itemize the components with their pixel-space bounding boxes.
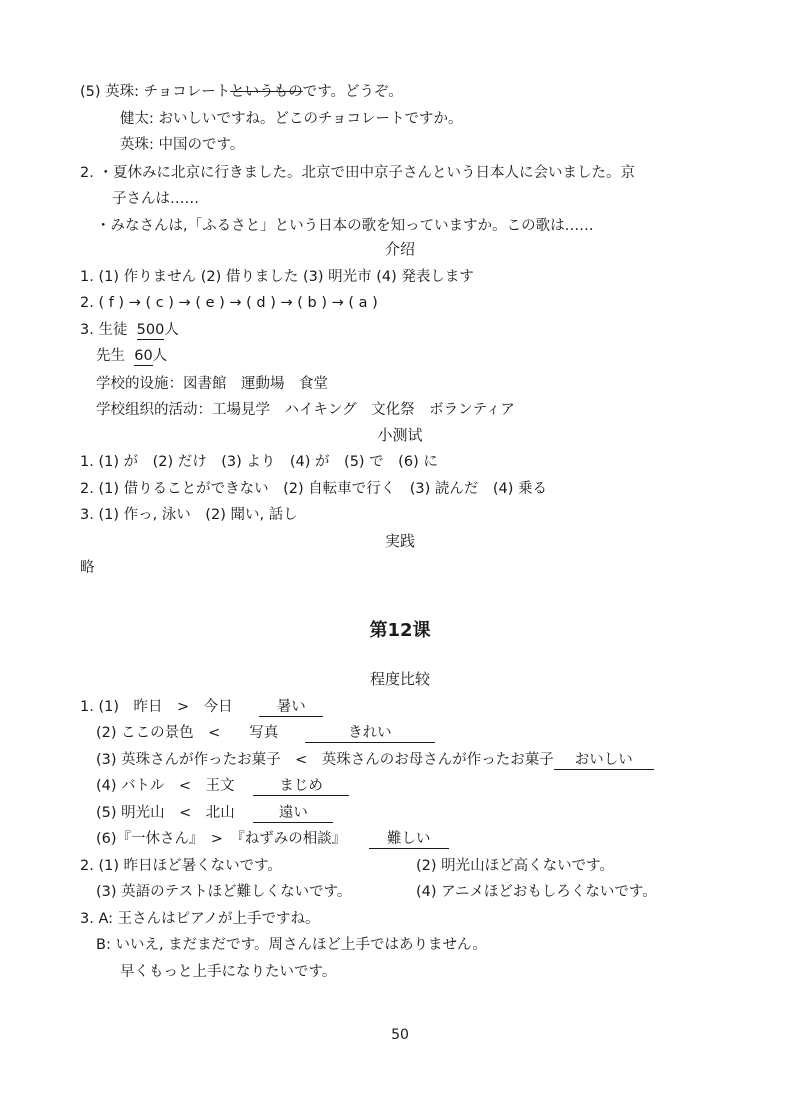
answer-line: 2. ・夏休みに北京に行きました。北京で田中京子さんという日本人に会いました。京 — [80, 165, 635, 181]
comparison-row — [80, 697, 323, 717]
answer-label: 3. 生徒 — [80, 322, 128, 338]
dialogue-line: 英珠: 中国のです。 — [120, 137, 245, 153]
comparison-text: 1. (1) 昨日 > 今日 — [80, 699, 233, 715]
comparison-row — [96, 776, 349, 796]
answer-line: 1. (1) 作りません (2) 借りました (3) 明光市 (4) 発表します — [80, 269, 474, 285]
answer-line: (4) アニメほどおもしろくないです。 — [416, 884, 657, 900]
answer-line: 学校组织的活动：工場見学 ハイキング 文化祭 ボランティア — [96, 402, 515, 418]
answer-line: 子さんは…… — [112, 191, 199, 207]
dialogue-text: です。どうぞ。 — [302, 84, 403, 100]
comparison-row — [96, 803, 333, 823]
dialogue-line: 早くもっと上手になりたいです。 — [120, 964, 337, 980]
dialogue-text: (5) 英珠: チョコレート — [80, 84, 231, 100]
dialogue-line: B: いいえ, まだまだです。周さんほど上手ではありません。 — [96, 937, 487, 953]
comparison-text: (5) 明光山 < 北山 — [96, 805, 235, 821]
comparison-text: (2) ここの景色 < 写真 — [96, 725, 279, 741]
answer-line: 2. (1) 借りることができない (2) 自転車で行く (3) 読んだ (4) 乗る — [80, 481, 548, 497]
answer-blank: まじめ — [253, 777, 349, 796]
answer-line: (3) 英語のテストほど難しくないです。 — [96, 884, 352, 900]
comparison-row — [96, 829, 449, 849]
practice-text: 略 — [80, 560, 95, 576]
dialogue-line: 健太: おいしいですね。どこのチョコレートですか。 — [120, 111, 463, 127]
section-heading-comparison: 程度比较 — [369, 670, 430, 688]
dialogue-line — [80, 82, 403, 102]
answer-line: (2) 明光山ほど高くないです。 — [416, 858, 614, 874]
section-heading-practice: 実践 — [384, 532, 415, 550]
answer-unit: 人 — [164, 322, 179, 338]
answer-blank: 暑い — [259, 698, 323, 717]
answer-label: 先生 — [96, 348, 125, 364]
lesson-title: 第12课 — [369, 620, 431, 641]
struck-text: というもの — [230, 84, 303, 100]
comparison-text: (4) バトル < 王文 — [96, 778, 235, 794]
answer-line: 3. (1) 作っ, 泳い (2) 聞い, 話し — [80, 507, 298, 523]
answer-line — [96, 346, 167, 366]
comparison-text: (6)『一休さん』 > 『ねずみの相談』 — [96, 831, 347, 847]
comparison-row — [96, 723, 435, 743]
answer-blank: きれい — [305, 724, 435, 743]
dialogue-line: 3. A: 王さんはピアノが上手ですね。 — [80, 911, 320, 927]
comparison-text: (3) 英珠さんが作ったお菓子 < 英珠さんのお母さんが作ったお菓子 — [96, 752, 554, 768]
answer-unit: 人 — [152, 348, 168, 364]
answer-line: ・みなさんは,「ふるさと」という日本の歌を知っていますか。この歌は…… — [96, 218, 594, 234]
answer-line — [80, 320, 179, 340]
section-heading-quiz: 小测试 — [377, 426, 423, 444]
section-heading-intro: 介绍 — [384, 240, 415, 258]
answer-line: 2. ( f ) → ( c ) → ( e ) → ( d ) → ( b ) → ( a ) — [80, 295, 378, 311]
answer-blank: おいしい — [554, 751, 654, 770]
answer-blank: 難しい — [369, 830, 449, 849]
answer-line: 学校的设施：図書館 運動場 食堂 — [96, 376, 328, 392]
answer-blank: 遠い — [253, 804, 333, 823]
answer-line: 1. (1) が (2) だけ (3) より (4) が (5) で (6) に — [80, 454, 438, 470]
comparison-row — [96, 750, 654, 770]
page-number: 50 — [391, 1027, 409, 1043]
answer-line: 2. (1) 昨日ほど暑くないです。 — [80, 858, 282, 874]
answer-number: 500 — [136, 322, 165, 338]
answer-number: 60 — [134, 348, 153, 364]
